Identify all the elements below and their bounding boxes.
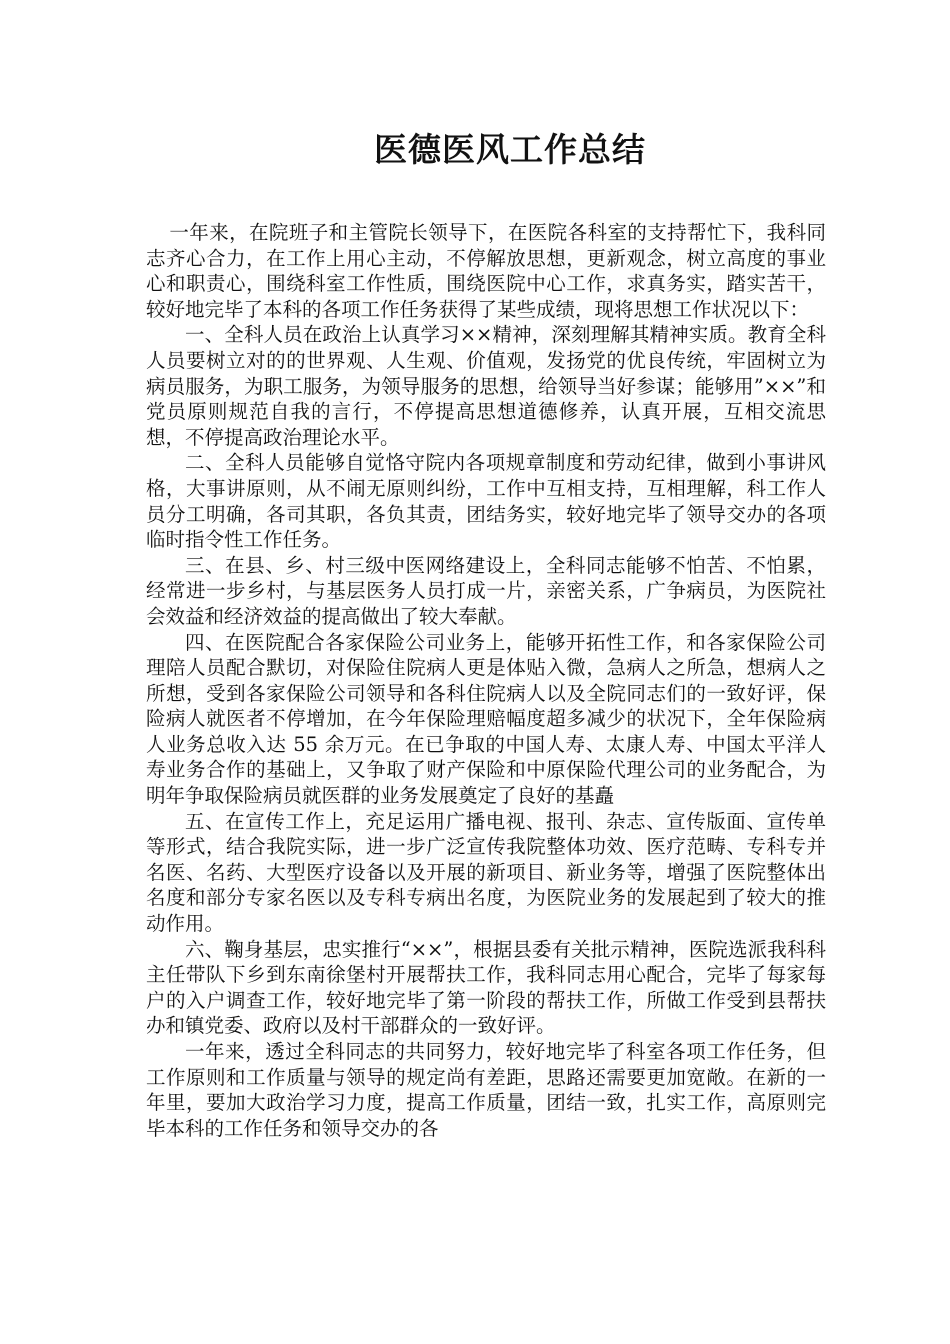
paragraph-4-insurance: 四、在医院配合各家保险公司业务上，能够开拓性工作，和各家保险公司理陪人员配合默切，对保险住院病人更是体贴入微，急病人之所急，想病人之所想，受到各家保险公司领导和各科住院病人以及全院同志们的一致好评，保险病人就医者不停增加，在今年保险理赔幅度超多减少的状况下，全年保险病人业务总收入达 55 余万元。在已争取的中国人寿、太康人寿、中国太平洋人寿业务合作的基础上，又争取了财产保险和中原保险代理公司的业务配合，为明年争取保险病员就医群的业务发展奠定了良好的基矗 — [146, 630, 826, 808]
paragraph-1-politics: 一、全科人员在政治上认真学习××精神，深刻理解其精神实质。教育全科人员要树立对的的世界观、人生观、价值观，发扬党的优良传统，牢固树立为病员服务，为职工服务，为领导服务的思想，给领导当好参谋；能够用”××”和党员原则规范自我的言行，不停提高思想道德修养，认真开展，互相交流思想，不停提高政治理论水平。 — [146, 323, 826, 449]
document-title: 医德医风工作总结 — [374, 130, 646, 169]
paragraph-6-grassroots: 六、鞠身基层，忠实推行“××”，根据县委有关批示精神，医院选派我科科主任带队下乡到东南徐堡村开展帮扶工作，我科同志用心配合，完毕了每家每户的入户调查工作，较好地完毕了第一阶段的帮扶工作，所做工作受到县帮扶办和镇党委、政府以及村干部群众的一致好评。 — [146, 937, 826, 1038]
paragraph-intro: 一年来，在院班子和主管院长领导下，在医院各科室的支持帮忙下，我科同志齐心合力，在工作上用心主动，不停解放思想，更新观念，树立高度的事业心和职责心，围绕科室工作性质，围绕医院中心工作，求真务实，踏实苦干，较好地完毕了本科的各项工作任务获得了某些成绩，现将思想工作状况以下： — [146, 221, 826, 321]
paragraph-summary: 一年来，透过全科同志的共同努力，较好地完毕了科室各项工作任务，但工作原则和工作质量与领导的规定尚有差距，思路还需要更加宽敞。在新的一年里，要加大政治学习力度，提高工作质量，团结一致，扎实工作，高原则完毕本科的工作任务和领导交办的各 — [146, 1040, 826, 1140]
paragraph-3-network: 三、在县、乡、村三级中医网络建设上，全科同志能够不怕苦、不怕累，经常进一步乡村，与基层医务人员打成一片，亲密关系，广争病员，为医院社会效益和经济效益的提高做出了较大奉献。 — [146, 553, 826, 628]
document-body — [146, 220, 826, 1141]
paragraph-5-publicity: 五、在宣传工作上，充足运用广播电视、报刊、杂志、宣传版面、宣传单等形式，结合我院实际，进一步广泛宣传我院整体功效、医疗范畴、专科专并名医、名药、大型医疗设备以及开展的新项目、新业务等，增强了医院整体出名度和部分专家名医以及专科专病出名度，为医院业务的发展起到了较大的推动作用。 — [146, 809, 826, 936]
paragraph-2-discipline: 二、全科人员能够自觉恪守院内各项规章制度和劳动纪律，做到小事讲风格，大事讲原则，从不闹无原则纠纷，工作中互相支持，互相理解，科工作人员分工明确，各司其职，各负其责，团结务实，较好地完毕了领导交办的各项临时指令性工作任务。 — [146, 451, 826, 552]
